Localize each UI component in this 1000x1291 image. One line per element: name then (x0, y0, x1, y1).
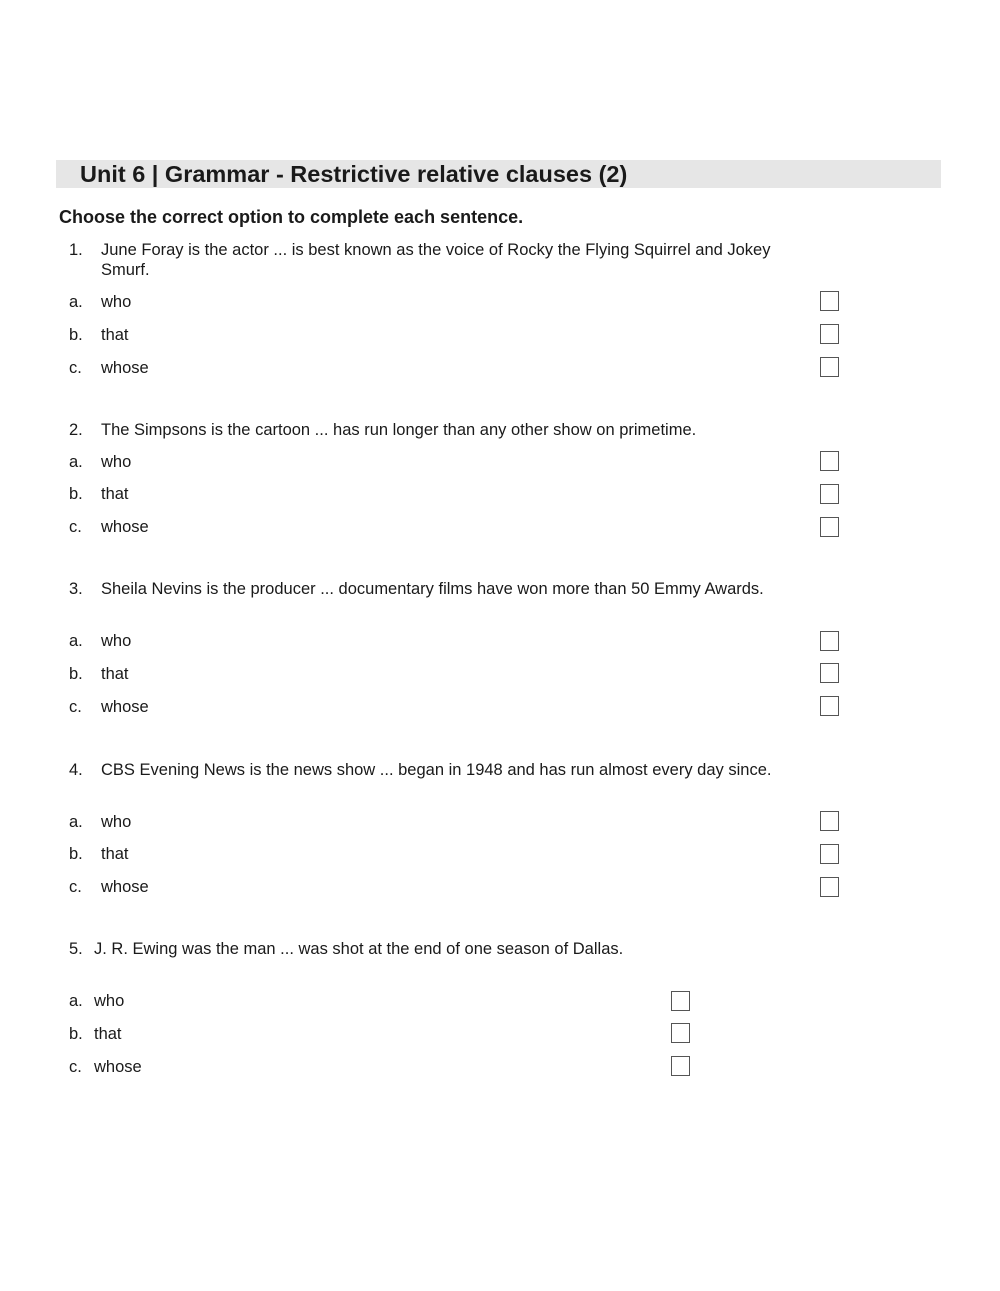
question-text: CBS Evening News is the news show ... began in 1948 and has run almost every day since. (101, 761, 772, 779)
page-title: Unit 6 | Grammar - Restrictive relative clauses (2) (80, 161, 628, 187)
option-checkbox[interactable] (820, 696, 839, 716)
option-letter: a. (69, 813, 83, 831)
question-number: 2. (69, 421, 83, 439)
question-text: J. R. Ewing was the man ... was shot at the end of one season of Dallas. (94, 940, 624, 958)
question-text: Sheila Nevins is the producer ... documentary films have won more than 50 Emmy Awards. (101, 580, 764, 598)
option-letter: a. (69, 632, 83, 650)
option-text: who (101, 453, 132, 471)
option-text: that (101, 485, 129, 503)
option-text: that (101, 845, 129, 863)
option-checkbox[interactable] (671, 991, 690, 1011)
option-letter: b. (69, 326, 83, 344)
option-checkbox[interactable] (820, 517, 839, 537)
question-text: The Simpsons is the cartoon ... has run longer than any other show on primetime. (101, 421, 697, 439)
question-number: 5. (69, 940, 83, 958)
option-checkbox[interactable] (820, 484, 839, 504)
option-checkbox[interactable] (820, 291, 839, 311)
question-text: June Foray is the actor ... is best known as the voice of Rocky the Flying Squirrel and Jokey Smurf. (101, 241, 771, 279)
instruction-text: Choose the correct option to complete each sentence. (59, 207, 524, 227)
option-checkbox[interactable] (820, 811, 839, 831)
option-letter: c. (69, 359, 82, 377)
option-text: who (101, 813, 132, 831)
option-letter: b. (69, 1025, 83, 1043)
option-letter: a. (69, 992, 83, 1010)
option-text: whose (101, 698, 149, 716)
option-checkbox[interactable] (671, 1056, 690, 1076)
question-number: 1. (69, 241, 83, 259)
option-checkbox[interactable] (820, 357, 839, 377)
option-checkbox[interactable] (820, 877, 839, 897)
title-bar (56, 160, 941, 188)
option-letter: a. (69, 293, 83, 311)
option-checkbox[interactable] (820, 663, 839, 683)
option-text: that (101, 326, 129, 344)
option-checkbox[interactable] (820, 324, 839, 344)
option-letter: c. (69, 878, 82, 896)
option-text: whose (101, 359, 149, 377)
option-letter: b. (69, 485, 83, 503)
option-letter: c. (69, 698, 82, 716)
option-letter: b. (69, 665, 83, 683)
option-letter: a. (69, 453, 83, 471)
question-number: 3. (69, 580, 83, 598)
option-text: who (101, 632, 132, 650)
question-number: 4. (69, 761, 83, 779)
option-text: who (94, 992, 125, 1010)
option-text: whose (101, 878, 149, 896)
option-letter: c. (69, 1058, 82, 1076)
option-text: that (101, 665, 129, 683)
option-text: that (94, 1025, 122, 1043)
option-text: who (101, 293, 132, 311)
option-checkbox[interactable] (820, 844, 839, 864)
option-text: whose (94, 1058, 142, 1076)
option-text: whose (101, 518, 149, 536)
option-checkbox[interactable] (820, 451, 839, 471)
option-checkbox[interactable] (671, 1023, 690, 1043)
option-checkbox[interactable] (820, 631, 839, 651)
option-letter: b. (69, 845, 83, 863)
option-letter: c. (69, 518, 82, 536)
